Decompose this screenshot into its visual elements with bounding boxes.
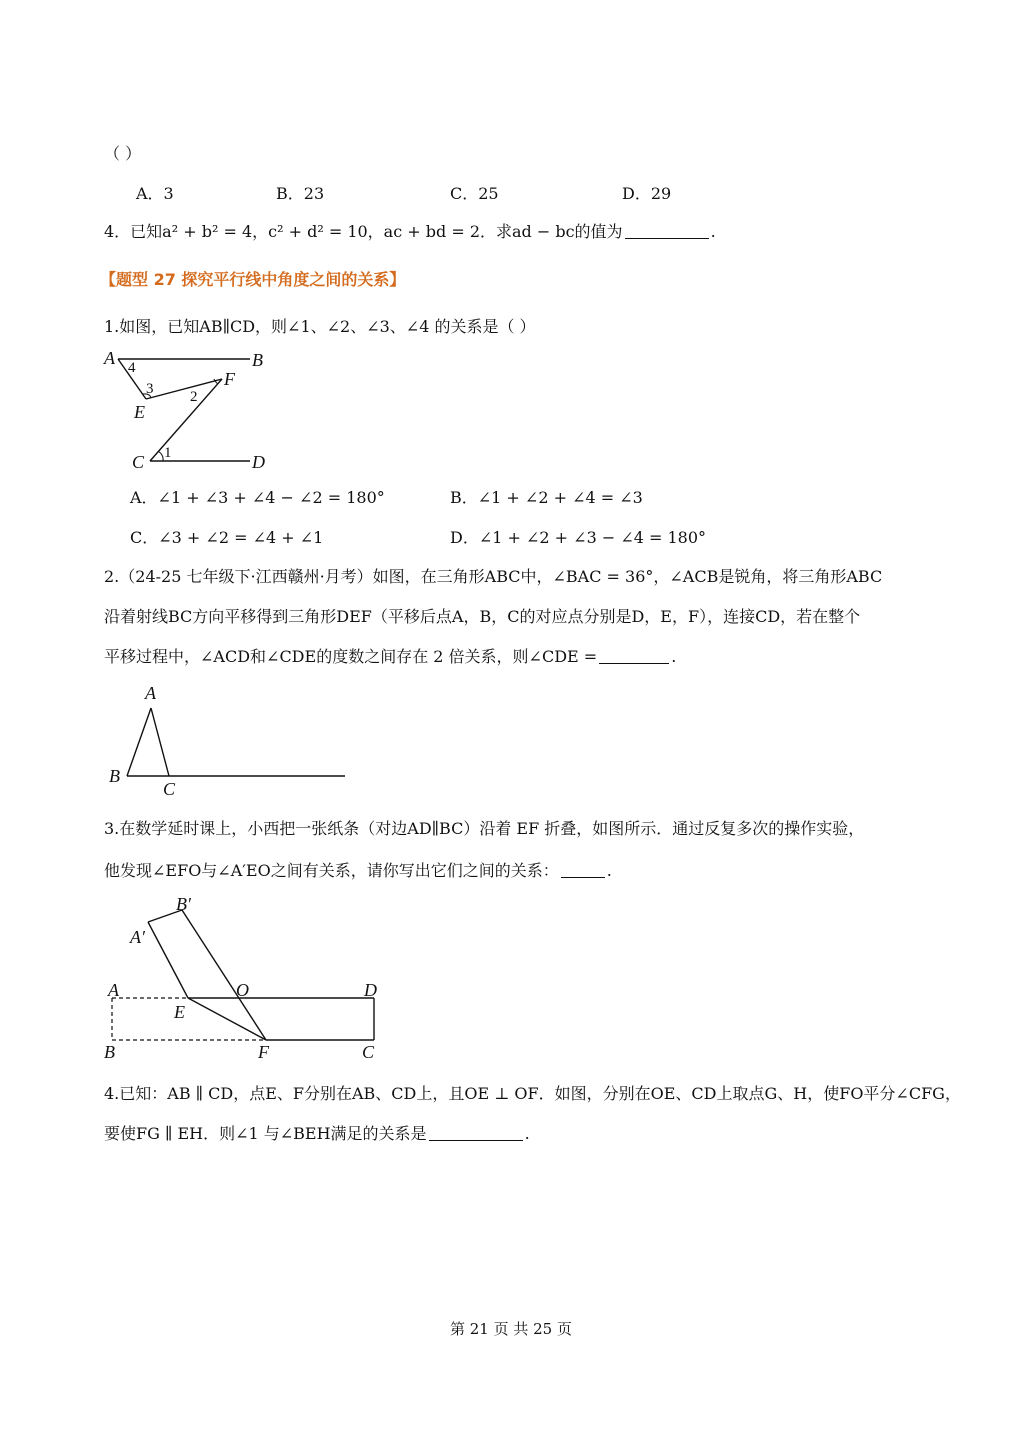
p1-option-d: D．∠1 + ∠2 + ∠3 − ∠4 = 180°	[450, 528, 707, 547]
label-f: F	[258, 1042, 269, 1062]
angle-3-label: 3	[146, 381, 154, 397]
side-ac	[151, 708, 169, 776]
answer-blank	[599, 647, 669, 664]
label-b: B	[109, 766, 120, 786]
q3-option-c: C．25	[450, 184, 499, 203]
q3-option-d: D．29	[622, 184, 672, 203]
problem-1-stem: 1.如图，已知AB∥CD，则∠1、∠2、∠3、∠4 的关系是（ ）	[104, 317, 536, 336]
label-o: O	[236, 980, 249, 1000]
question-4-text: 4．已知a² + b² = 4，c² + d² = 10，ac + bd = 2．求ad − bc的值为	[104, 222, 623, 241]
figure-3	[100, 890, 390, 1070]
answer-paren: （ ）	[104, 144, 142, 163]
p1-option-b: B．∠1 + ∠2 + ∠4 = ∠3	[450, 488, 643, 507]
label-c: C	[362, 1042, 375, 1062]
label-c: C	[132, 452, 145, 472]
angle-1-arc	[158, 451, 163, 461]
label-c: C	[163, 779, 176, 799]
label-e: E	[174, 1002, 185, 1022]
label-d: D	[364, 980, 377, 1000]
label-d: D	[252, 452, 265, 472]
fold-line-ef	[188, 998, 266, 1040]
label-a-prime: A′	[130, 927, 145, 947]
p1-option-c: C．∠3 + ∠2 = ∠4 + ∠1	[130, 528, 324, 547]
angle-1-label: 1	[164, 445, 172, 461]
q3-option-b: B．23	[276, 184, 325, 203]
label-b: B	[252, 350, 263, 370]
segment-fc	[150, 379, 222, 461]
label-a: A	[145, 683, 156, 703]
problem-3-line-1: 3.在数学延时课上，小西把一张纸条（对边AD∥BC）沿着 EF 折叠，如图所示．通过反复多次的操作实验，	[104, 819, 865, 838]
label-f: F	[224, 369, 235, 389]
page-footer: 第 21 页 共 25 页	[449, 1320, 572, 1338]
q3-option-a: A．3	[136, 184, 174, 203]
problem-2-line-1: 2.（24-25 七年级下·江西赣州·月考）如图，在三角形ABC中，∠BAC = 36°，∠ACB是锐角，将三角形ABC	[104, 567, 883, 586]
answer-blank	[625, 222, 709, 239]
label-b-prime: B′	[176, 894, 191, 914]
label-a: A	[104, 348, 115, 368]
label-e: E	[134, 402, 145, 422]
angle-2-label: 2	[190, 389, 198, 405]
problem-2-text: 平移过程中，∠ACD和∠CDE的度数之间存在 2 倍关系，则∠CDE =	[104, 647, 598, 666]
angle-4-label: 4	[128, 360, 136, 376]
problem-3-text: 他发现∠EFO与∠A′EO之间有关系，请你写出它们之间的关系：	[104, 861, 559, 880]
problem-4-text: 要使FG ∥ EH．则∠1 与∠BEH满足的关系是	[104, 1124, 427, 1143]
figure-2	[105, 683, 355, 803]
label-a: A	[108, 980, 119, 1000]
p1-option-a: A．∠1 + ∠3 + ∠4 − ∠2 = 180°	[130, 488, 385, 507]
question-4-top: 4．已知a² + b² = 4，c² + d² = 10，ac + bd = 2．求ad − bc的值为 .	[104, 222, 716, 241]
label-b: B	[104, 1042, 115, 1062]
answer-blank	[429, 1124, 523, 1141]
section-heading: 【题型 27 探究平行线中角度之间的关系】	[100, 270, 406, 289]
edge-a-prime-e	[148, 922, 188, 998]
side-ba	[127, 708, 151, 776]
segment-ef	[146, 379, 222, 399]
answer-blank	[561, 861, 605, 878]
problem-2-line-3: 平移过程中，∠ACD和∠CDE的度数之间存在 2 倍关系，则∠CDE = .	[104, 647, 677, 666]
figure-1	[100, 345, 280, 475]
problem-2-line-2: 沿着射线BC方向平移得到三角形DEF（平移后点A，B，C的对应点分别是D，E，F），连接CD，若在整个	[104, 607, 861, 626]
problem-3-line-2: 他发现∠EFO与∠A′EO之间有关系，请你写出它们之间的关系： .	[104, 861, 612, 880]
problem-4-line-2: 要使FG ∥ EH．则∠1 与∠BEH满足的关系是 .	[104, 1124, 530, 1143]
edge-b-prime-f	[182, 910, 266, 1040]
problem-4-line-1: 4.已知：AB ∥ CD，点E、F分别在AB、CD上，且OE ⊥ OF．如图，分别在OE、CD上取点G、H，使FO平分∠CFG，	[104, 1084, 961, 1103]
